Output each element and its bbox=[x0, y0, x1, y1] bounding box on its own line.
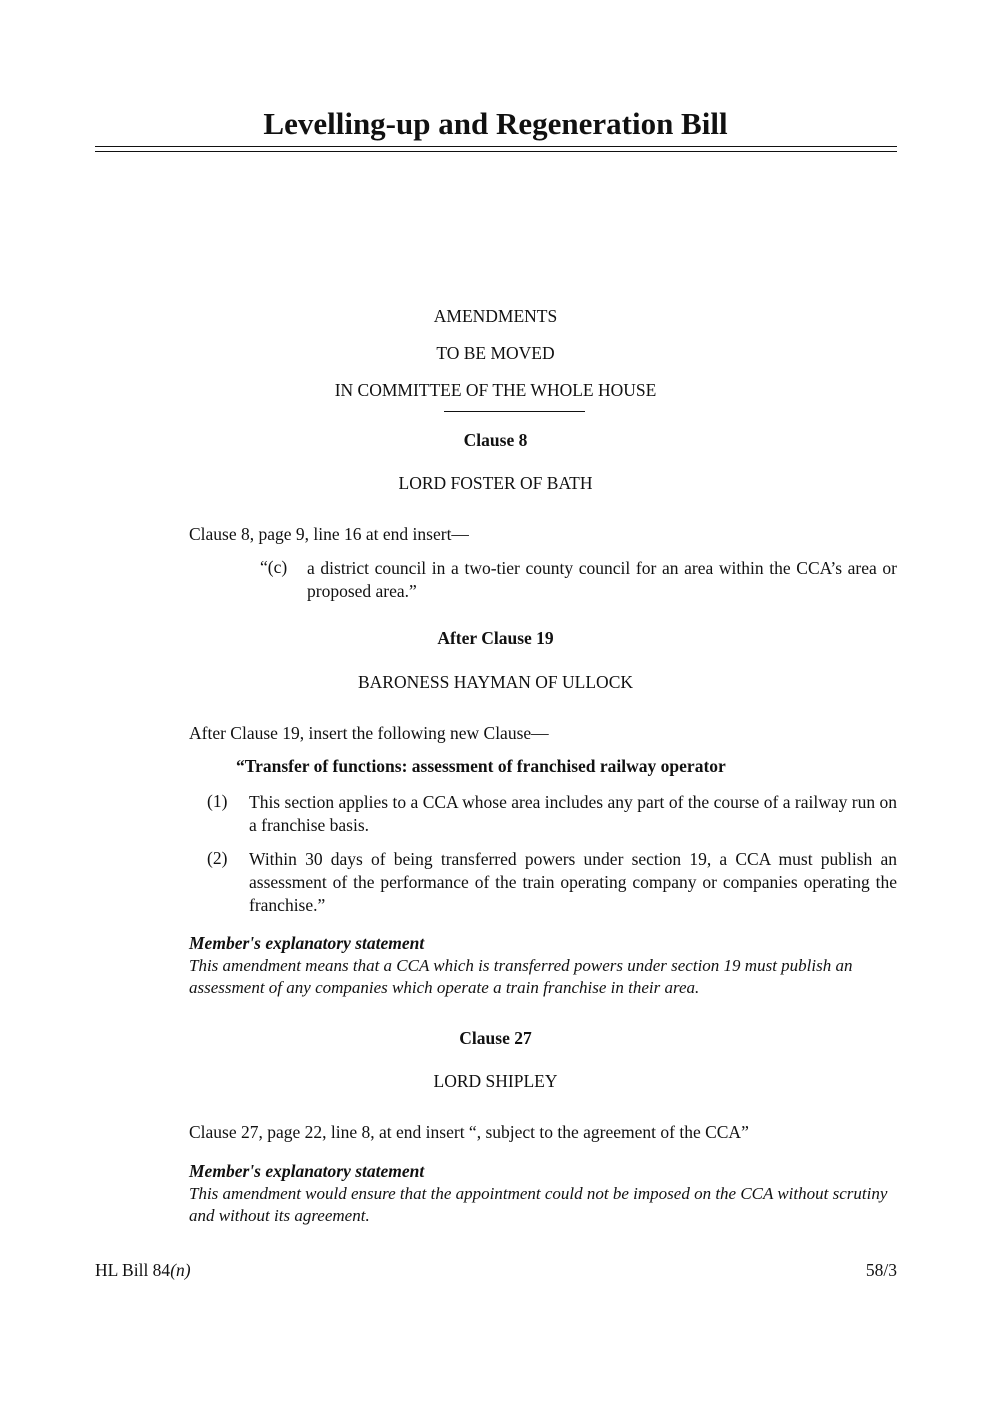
member-name: BARONESS HAYMAN OF ULLOCK bbox=[357, 672, 634, 692]
amendment-instruction: After Clause 19, insert the following new Clause— bbox=[189, 723, 549, 743]
title-rule-top bbox=[95, 146, 897, 147]
bill-title: Levelling-up and Regeneration Bill bbox=[263, 106, 728, 141]
bill-number-suffix: (n) bbox=[170, 1260, 191, 1280]
explanatory-statement-heading: Member's explanatory statement bbox=[189, 933, 425, 953]
explanatory-statement: This amendment means that a CCA which is transferred powers under section 19 must publish an assessment of any companies which operate a train franchise in their area. bbox=[189, 956, 853, 997]
title-rule-bottom bbox=[95, 151, 897, 152]
item-text: a district council in a two-tier county council for an area within the CCA’s area or proposed area.” bbox=[307, 558, 897, 601]
intro-line-3: IN COMMITTEE OF THE WHOLE HOUSE bbox=[334, 380, 657, 400]
explanatory-statement: This amendment would ensure that the appointment could not be imposed on the CCA without scrutiny and without its agreement. bbox=[189, 1184, 888, 1225]
member-name: LORD SHIPLEY bbox=[433, 1071, 558, 1091]
page-reference: 58/3 bbox=[865, 1260, 897, 1280]
item-number: (1) bbox=[207, 791, 228, 811]
item-text: This section applies to a CCA whose area includes any part of the course of a railway run on a franchise basis. bbox=[249, 792, 897, 835]
intro-rule bbox=[444, 411, 585, 412]
explanatory-statement-heading: Member's explanatory statement bbox=[189, 1161, 425, 1181]
new-clause-title: “Transfer of functions: assessment of franchised railway operator bbox=[236, 756, 726, 776]
clause-heading: Clause 27 bbox=[459, 1028, 532, 1048]
amendment-instruction: Clause 27, page 22, line 8, at end insert “, subject to the agreement of the CCA” bbox=[189, 1122, 749, 1142]
clause-heading: After Clause 19 bbox=[437, 628, 554, 648]
item-text: Within 30 days of being transferred powers under section 19, a CCA must publish an assessment of the performance of the train operating company or companies operating the franchise.” bbox=[249, 849, 897, 915]
bill-number bbox=[95, 1260, 191, 1281]
intro-line-1: AMENDMENTS bbox=[433, 306, 558, 326]
clause-heading: Clause 8 bbox=[463, 430, 528, 450]
member-name: LORD FOSTER OF BATH bbox=[398, 473, 593, 493]
amendment-instruction: Clause 8, page 9, line 16 at end insert— bbox=[189, 524, 469, 544]
intro-line-2: TO BE MOVED bbox=[436, 343, 555, 363]
item-number: “(c) bbox=[260, 557, 288, 577]
bill-number-text: HL Bill 84 bbox=[95, 1260, 171, 1280]
item-number: (2) bbox=[207, 848, 228, 868]
